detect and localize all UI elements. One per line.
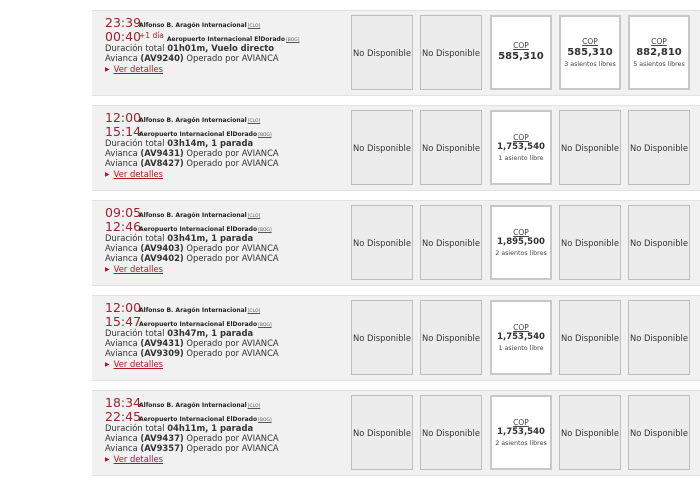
- departure-time: 18:34: [105, 395, 142, 410]
- arrival-time: 22:45: [105, 409, 142, 424]
- departure-time: 23:39: [105, 15, 142, 30]
- flight-row: [92, 200, 700, 286]
- flight-info: [105, 395, 345, 465]
- departure-time: 12:00: [105, 300, 142, 315]
- fare-cell-available[interactable]: [490, 300, 552, 375]
- origin-code[interactable]: [CLO]: [247, 119, 261, 124]
- fare-cell-unavailable: No Disponible: [628, 110, 690, 185]
- flight-leg: Avianca (AV9402) Operado por AVIANCA: [105, 253, 279, 263]
- destination-code[interactable]: [BOG]: [258, 418, 272, 423]
- caret-right-icon: ▶: [105, 266, 110, 273]
- arrival-time: 15:47: [105, 314, 142, 329]
- arrival-time: 12:46: [105, 219, 142, 234]
- currency: COP: [513, 417, 529, 427]
- duration: Duración total 03h41m, 1 parada: [105, 233, 254, 243]
- details-link[interactable]: ▶ Ver detalles: [105, 264, 164, 274]
- fare-cell-available[interactable]: [490, 110, 552, 185]
- seats-left: 1 asiento libre: [498, 344, 544, 352]
- fare-cell-unavailable: No Disponible: [351, 15, 413, 90]
- fare-cell-unavailable: No Disponible: [628, 205, 690, 280]
- flight-leg: Avianca (AV9431) Operado por AVIANCA: [105, 338, 279, 348]
- price: 1,895,500: [497, 236, 545, 247]
- flight-leg: Avianca (AV9309) Operado por AVIANCA: [105, 348, 279, 358]
- caret-right-icon: ▶: [105, 456, 110, 463]
- duration: Duración total 03h14m, 1 parada: [105, 138, 254, 148]
- duration: Duración total 01h01m, Vuelo directo: [105, 43, 275, 53]
- fare-cell-unavailable: No Disponible: [420, 300, 482, 375]
- currency: COP: [513, 322, 529, 332]
- destination-airport: Aeropuerto Internacional ElDorado: [139, 131, 258, 138]
- flight-leg: Avianca (AV9240) Operado por AVIANCA: [105, 53, 279, 63]
- flight-info: [105, 110, 345, 180]
- next-day-badge: +1 día: [139, 31, 164, 40]
- flight-leg: Avianca (AV9403) Operado por AVIANCA: [105, 243, 279, 253]
- fare-cell-unavailable: No Disponible: [351, 395, 413, 470]
- departure-time: 12:00: [105, 110, 142, 125]
- details-link[interactable]: ▶ Ver detalles: [105, 359, 164, 369]
- flight-row: [92, 295, 700, 381]
- price: 1,753,540: [497, 141, 545, 152]
- flight-leg: Avianca (AV9431) Operado por AVIANCA: [105, 148, 279, 158]
- flight-leg: Avianca (AV9357) Operado por AVIANCA: [105, 443, 279, 453]
- fare-cell-unavailable: No Disponible: [628, 300, 690, 375]
- fare-cell-unavailable: No Disponible: [559, 110, 621, 185]
- fare-cell-unavailable: No Disponible: [628, 395, 690, 470]
- flight-leg: Avianca (AV9437) Operado por AVIANCA: [105, 433, 279, 443]
- flight-info: [105, 15, 345, 75]
- details-link[interactable]: ▶ Ver detalles: [105, 64, 164, 74]
- seats-left: 2 asientos libres: [495, 249, 547, 257]
- seats-left: 1 asiento libre: [498, 154, 544, 162]
- departure-time: 09:05: [105, 205, 142, 220]
- duration: Duración total 03h47m, 1 parada: [105, 328, 254, 338]
- fare-cell-unavailable: No Disponible: [420, 395, 482, 470]
- origin-airport: Alfonso B. Aragón Internacional: [139, 402, 247, 409]
- destination-code[interactable]: [BOG]: [258, 323, 272, 328]
- flight-row: [92, 390, 700, 476]
- currency: COP: [513, 227, 529, 237]
- fare-cell-unavailable: No Disponible: [420, 205, 482, 280]
- origin-code[interactable]: [CLO]: [247, 309, 261, 314]
- currency: COP: [582, 36, 598, 46]
- caret-right-icon: ▶: [105, 171, 110, 178]
- duration: Duración total 04h11m, 1 parada: [105, 423, 254, 433]
- origin-code[interactable]: [CLO]: [247, 214, 261, 219]
- destination-airport: Aeropuerto Internacional ElDorado: [139, 226, 258, 233]
- seats-left: 5 asientos libres: [633, 60, 685, 68]
- arrival-time: 00:40: [105, 29, 142, 44]
- flight-leg: Avianca (AV8427) Operado por AVIANCA: [105, 158, 279, 168]
- seats-left: 2 asientos libres: [495, 439, 547, 447]
- destination-code[interactable]: [BOG]: [285, 38, 300, 43]
- flight-row: [92, 10, 700, 96]
- origin-airport: Alfonso B. Aragón Internacional: [139, 117, 247, 124]
- fare-cell-unavailable: No Disponible: [351, 205, 413, 280]
- fare-cell-unavailable: No Disponible: [420, 15, 482, 90]
- price: 1,753,540: [497, 331, 545, 342]
- price: 585,310: [498, 50, 544, 62]
- flight-row: [92, 105, 700, 191]
- origin-airport: Alfonso B. Aragón Internacional: [139, 22, 247, 29]
- fare-cell-available[interactable]: [490, 395, 552, 470]
- fare-cell-unavailable: No Disponible: [559, 205, 621, 280]
- currency: COP: [651, 36, 667, 46]
- arrival-time: 15:14: [105, 124, 142, 139]
- seats-left: 3 asientos libres: [564, 60, 616, 68]
- destination-airport: Aeropuerto Internacional ElDorado: [166, 36, 285, 43]
- details-link[interactable]: ▶ Ver detalles: [105, 454, 164, 464]
- price: 585,310: [567, 46, 613, 58]
- fare-cell-unavailable: No Disponible: [559, 395, 621, 470]
- caret-right-icon: ▶: [105, 66, 110, 73]
- flight-info: [105, 205, 345, 275]
- fare-cell-available[interactable]: [490, 15, 552, 90]
- price: 1,753,540: [497, 426, 545, 437]
- fare-cell-unavailable: No Disponible: [559, 300, 621, 375]
- fare-cell-unavailable: No Disponible: [351, 300, 413, 375]
- currency: COP: [513, 132, 529, 142]
- fare-cell-available[interactable]: [490, 205, 552, 280]
- fare-cell-available[interactable]: [628, 15, 690, 90]
- origin-airport: Alfonso B. Aragón Internacional: [139, 212, 247, 219]
- origin-airport: Alfonso B. Aragón Internacional: [139, 307, 247, 314]
- destination-code[interactable]: [BOG]: [258, 228, 272, 233]
- fare-cell-unavailable: No Disponible: [420, 110, 482, 185]
- destination-airport: Aeropuerto Internacional ElDorado: [139, 416, 258, 423]
- fare-cell-available[interactable]: [559, 15, 621, 90]
- destination-code[interactable]: [BOG]: [258, 133, 272, 138]
- currency: COP: [513, 40, 529, 50]
- details-link[interactable]: ▶ Ver detalles: [105, 169, 164, 179]
- flight-info: [105, 300, 345, 370]
- price: 882,810: [636, 46, 682, 58]
- origin-code[interactable]: [CLO]: [247, 24, 261, 29]
- caret-right-icon: ▶: [105, 361, 110, 368]
- destination-airport: Aeropuerto Internacional ElDorado: [139, 321, 258, 328]
- origin-code[interactable]: [CLO]: [247, 404, 261, 409]
- fare-cell-unavailable: No Disponible: [351, 110, 413, 185]
